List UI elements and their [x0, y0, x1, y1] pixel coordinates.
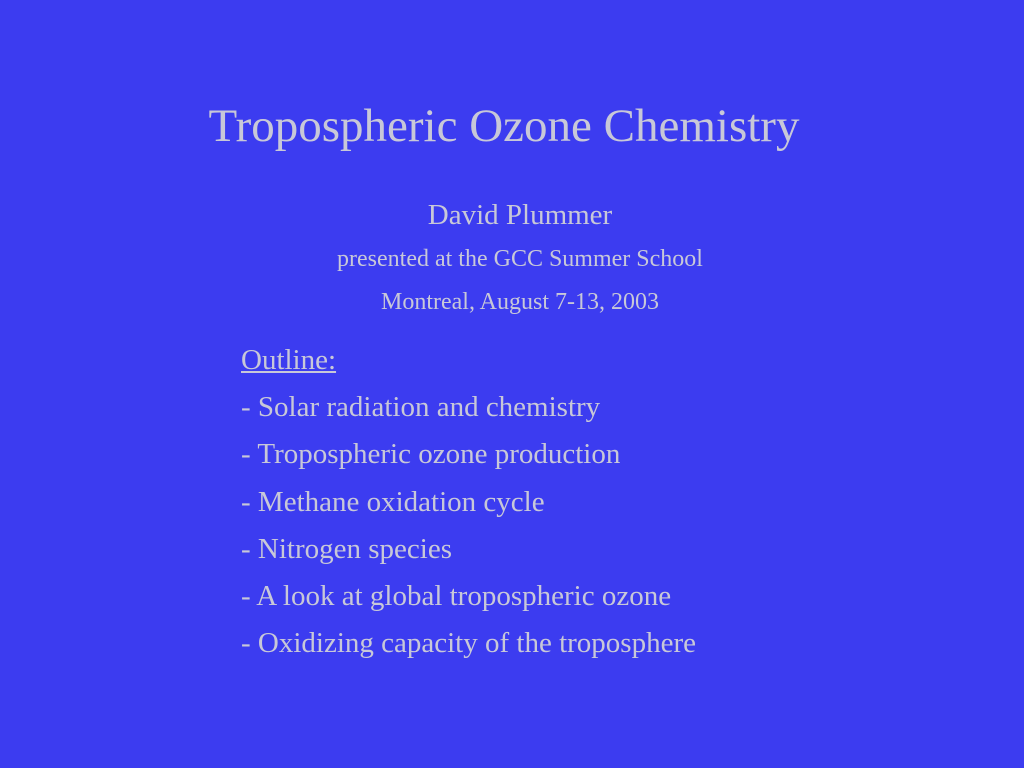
place-date-line: Montreal, August 7-13, 2003	[381, 289, 659, 315]
slide-title: Tropospheric Ozone Chemistry	[208, 100, 800, 152]
event-line: presented at the GCC Summer School	[337, 246, 703, 272]
presenter-name: David Plummer	[427, 199, 613, 231]
outline-item: - Nitrogen species	[241, 532, 452, 565]
outline-list	[241, 389, 941, 661]
outline-section	[241, 342, 941, 661]
outline-heading: Outline:	[241, 344, 337, 376]
outline-item: - A look at global tropospheric ozone	[241, 579, 672, 612]
outline-item: - Methane oxidation cycle	[241, 485, 545, 518]
outline-item: - Oxidizing capacity of the troposphere	[241, 627, 696, 660]
outline-item: - Tropospheric ozone production	[241, 438, 621, 471]
outline-item: - Solar radiation and chemistry	[241, 391, 601, 424]
